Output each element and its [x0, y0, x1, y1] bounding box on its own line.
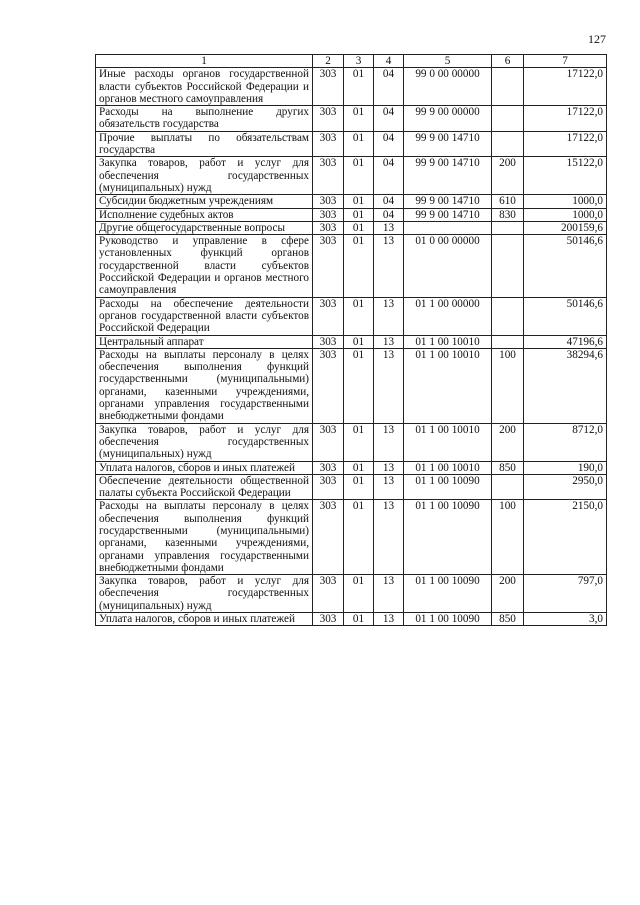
table-row — [96, 575, 607, 613]
row-subsection: 04 — [374, 68, 404, 106]
row-subsection: 04 — [374, 106, 404, 132]
header-row — [96, 55, 607, 68]
row-expense-type: 200 — [492, 575, 524, 613]
row-section: 01 — [344, 297, 374, 335]
header-col-3: 3 — [344, 55, 374, 68]
row-code: 303 — [313, 575, 344, 613]
row-code: 303 — [313, 68, 344, 106]
row-amount: 17122,0 — [524, 68, 607, 106]
header-col-7: 7 — [524, 55, 607, 68]
table-row — [96, 348, 607, 423]
row-code: 303 — [313, 195, 344, 208]
row-amount: 38294,6 — [524, 348, 607, 423]
row-section: 01 — [344, 461, 374, 474]
row-expense-type: 200 — [492, 423, 524, 461]
row-expense-type: 830 — [492, 208, 524, 221]
row-section: 01 — [344, 195, 374, 208]
row-section: 01 — [344, 335, 374, 348]
row-code: 303 — [313, 461, 344, 474]
row-target-article: 99 9 00 00000 — [404, 106, 492, 132]
row-name: Закупка товаров, работ и услуг для обеспечения государственных (муниципальных) нужд — [96, 157, 313, 195]
row-amount: 15122,0 — [524, 157, 607, 195]
row-target-article — [404, 221, 492, 234]
row-subsection: 13 — [374, 613, 404, 626]
table-row — [96, 208, 607, 221]
header-col-4: 4 — [374, 55, 404, 68]
row-section: 01 — [344, 348, 374, 423]
row-amount: 3,0 — [524, 613, 607, 626]
row-subsection: 04 — [374, 208, 404, 221]
row-code: 303 — [313, 221, 344, 234]
row-expense-type: 850 — [492, 613, 524, 626]
row-subsection: 13 — [374, 575, 404, 613]
row-name: Руководство и управление в сфере установленных функций органов государственной власти субъектов Российской Федерации и органов местного самоуправления — [96, 235, 313, 297]
table-row — [96, 68, 607, 106]
row-name: Субсидии бюджетным учреждениям — [96, 195, 313, 208]
row-expense-type — [492, 131, 524, 157]
table-row — [96, 157, 607, 195]
row-target-article: 99 9 00 14710 — [404, 195, 492, 208]
header-col-2: 2 — [313, 55, 344, 68]
row-expense-type: 850 — [492, 461, 524, 474]
row-target-article: 01 1 00 10090 — [404, 474, 492, 500]
row-section: 01 — [344, 500, 374, 575]
row-code: 303 — [313, 474, 344, 500]
row-section: 01 — [344, 423, 374, 461]
row-subsection: 13 — [374, 335, 404, 348]
row-name: Расходы на выплаты персоналу в целях обеспечения выполнения функций государственными (муниципальными) органами, казенными учреждениями, органами управления государственными внебюджетными фондами — [96, 500, 313, 575]
row-target-article: 01 1 00 10010 — [404, 461, 492, 474]
row-name: Другие общегосударственные вопросы — [96, 221, 313, 234]
header-col-1: 1 — [96, 55, 313, 68]
row-name: Прочие выплаты по обязательствам государства — [96, 131, 313, 157]
row-name: Расходы на выполнение других обязательств государства — [96, 106, 313, 132]
row-code: 303 — [313, 106, 344, 132]
row-code: 303 — [313, 157, 344, 195]
row-expense-type: 200 — [492, 157, 524, 195]
row-amount: 2950,0 — [524, 474, 607, 500]
row-amount: 8712,0 — [524, 423, 607, 461]
table-row — [96, 106, 607, 132]
row-amount: 17122,0 — [524, 106, 607, 132]
row-name: Центральный аппарат — [96, 335, 313, 348]
row-expense-type — [492, 335, 524, 348]
row-section: 01 — [344, 235, 374, 297]
row-name: Обеспечение деятельности общественной палаты субъекта Российской Федерации — [96, 474, 313, 500]
table-row — [96, 235, 607, 297]
row-subsection: 04 — [374, 195, 404, 208]
row-amount: 797,0 — [524, 575, 607, 613]
row-section: 01 — [344, 613, 374, 626]
budget-table — [95, 54, 607, 626]
row-amount: 200159,6 — [524, 221, 607, 234]
row-amount: 17122,0 — [524, 131, 607, 157]
row-target-article: 99 9 00 14710 — [404, 157, 492, 195]
row-expense-type — [492, 106, 524, 132]
row-amount: 1000,0 — [524, 195, 607, 208]
row-section: 01 — [344, 575, 374, 613]
row-subsection: 13 — [374, 348, 404, 423]
row-code: 303 — [313, 423, 344, 461]
row-expense-type — [492, 68, 524, 106]
row-target-article: 01 1 00 10090 — [404, 500, 492, 575]
row-section: 01 — [344, 208, 374, 221]
row-expense-type — [492, 297, 524, 335]
row-name: Уплата налогов, сборов и иных платежей — [96, 613, 313, 626]
row-target-article: 01 1 00 10010 — [404, 348, 492, 423]
row-expense-type: 610 — [492, 195, 524, 208]
table-row — [96, 297, 607, 335]
row-name: Расходы на выплаты персоналу в целях обеспечения выполнения функций государственными (муниципальными) органами, казенными учреждениями, органами управления государственными внебюджетными фондами — [96, 348, 313, 423]
table-row — [96, 423, 607, 461]
table-row — [96, 221, 607, 234]
table-row — [96, 131, 607, 157]
row-code: 303 — [313, 335, 344, 348]
table-row — [96, 335, 607, 348]
row-subsection: 13 — [374, 500, 404, 575]
row-expense-type: 100 — [492, 500, 524, 575]
row-target-article: 01 1 00 10090 — [404, 613, 492, 626]
row-amount: 50146,6 — [524, 297, 607, 335]
row-code: 303 — [313, 500, 344, 575]
table-row — [96, 500, 607, 575]
row-section: 01 — [344, 474, 374, 500]
row-name: Исполнение судебных актов — [96, 208, 313, 221]
row-name: Закупка товаров, работ и услуг для обеспечения государственных (муниципальных) нужд — [96, 423, 313, 461]
row-section: 01 — [344, 106, 374, 132]
row-subsection: 04 — [374, 157, 404, 195]
row-section: 01 — [344, 221, 374, 234]
row-subsection: 13 — [374, 461, 404, 474]
row-subsection: 13 — [374, 297, 404, 335]
row-target-article: 01 1 00 00000 — [404, 297, 492, 335]
row-amount: 50146,6 — [524, 235, 607, 297]
row-target-article: 01 1 00 10010 — [404, 335, 492, 348]
row-subsection: 13 — [374, 423, 404, 461]
row-section: 01 — [344, 131, 374, 157]
row-code: 303 — [313, 131, 344, 157]
table-row — [96, 461, 607, 474]
row-amount: 190,0 — [524, 461, 607, 474]
page-number: 127 — [588, 32, 606, 46]
row-section: 01 — [344, 68, 374, 106]
row-target-article: 01 1 00 10090 — [404, 575, 492, 613]
row-expense-type — [492, 474, 524, 500]
row-subsection: 13 — [374, 221, 404, 234]
row-name: Закупка товаров, работ и услуг для обеспечения государственных (муниципальных) нужд — [96, 575, 313, 613]
row-expense-type — [492, 221, 524, 234]
table-row — [96, 613, 607, 626]
header-col-5: 5 — [404, 55, 492, 68]
row-name: Расходы на обеспечение деятельности органов государственной власти субъектов Российской Федерации — [96, 297, 313, 335]
row-target-article: 99 9 00 14710 — [404, 131, 492, 157]
row-name: Уплата налогов, сборов и иных платежей — [96, 461, 313, 474]
row-section: 01 — [344, 157, 374, 195]
row-amount: 1000,0 — [524, 208, 607, 221]
row-amount: 47196,6 — [524, 335, 607, 348]
row-subsection: 13 — [374, 235, 404, 297]
row-code: 303 — [313, 235, 344, 297]
row-expense-type: 100 — [492, 348, 524, 423]
row-code: 303 — [313, 348, 344, 423]
row-subsection: 13 — [374, 474, 404, 500]
table-row — [96, 195, 607, 208]
row-code: 303 — [313, 613, 344, 626]
row-expense-type — [492, 235, 524, 297]
row-target-article: 01 0 00 00000 — [404, 235, 492, 297]
row-target-article: 01 1 00 10010 — [404, 423, 492, 461]
row-code: 303 — [313, 208, 344, 221]
row-target-article: 99 0 00 00000 — [404, 68, 492, 106]
row-subsection: 04 — [374, 131, 404, 157]
row-amount: 2150,0 — [524, 500, 607, 575]
header-col-6: 6 — [492, 55, 524, 68]
row-code: 303 — [313, 297, 344, 335]
table-row — [96, 474, 607, 500]
row-target-article: 99 9 00 14710 — [404, 208, 492, 221]
row-name: Иные расходы органов государственной власти субъектов Российской Федерации и органов местного самоуправления — [96, 68, 313, 106]
